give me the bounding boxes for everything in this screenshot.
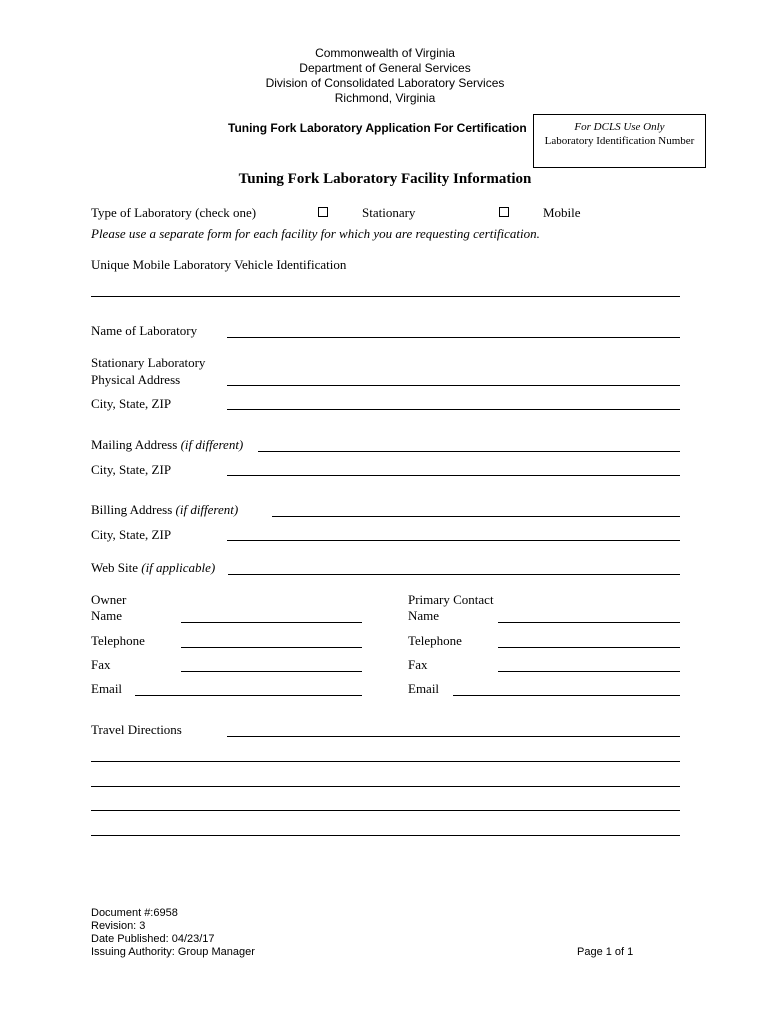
owner-name-field[interactable] — [181, 622, 362, 623]
web-site-text: Web Site — [91, 560, 138, 575]
mobile-option-label: Mobile — [543, 205, 581, 220]
web-site-if-applicable: (if applicable) — [141, 560, 216, 575]
page-number: Page 1 of 1 — [577, 946, 634, 958]
mailing-address-field[interactable] — [258, 451, 680, 452]
owner-fax-field[interactable] — [181, 671, 362, 672]
contact-email-field[interactable] — [453, 695, 680, 696]
mailing-city-state-zip-field[interactable] — [227, 475, 680, 476]
billing-if-different: (if different) — [175, 502, 239, 517]
primary-contact-label: Primary Contact — [408, 592, 494, 607]
contact-name-field[interactable] — [498, 622, 680, 623]
travel-directions-field-line5[interactable] — [91, 835, 680, 836]
physical-address-field[interactable] — [227, 385, 680, 386]
contact-fax-label: Fax — [408, 657, 428, 672]
travel-directions-field-line4[interactable] — [91, 810, 680, 811]
contact-telephone-label: Telephone — [408, 633, 462, 648]
billing-address-label — [91, 502, 238, 518]
agency-header — [0, 46, 770, 106]
stationary-label-line2: Physical Address — [91, 372, 181, 387]
contact-telephone-field[interactable] — [498, 647, 680, 648]
mailing-if-different: (if different) — [180, 437, 244, 452]
billing-city-state-zip-field[interactable] — [227, 540, 680, 541]
billing-address-text: Billing Address — [91, 502, 173, 517]
header-line-1: Commonwealth of Virginia — [315, 46, 455, 60]
mailing-city-state-zip-label: City, State, ZIP — [91, 462, 172, 477]
mobile-vehicle-id-label: Unique Mobile Laboratory Vehicle Identification — [91, 257, 347, 272]
owner-fax-label: Fax — [91, 657, 111, 672]
header-line-2: Department of General Services — [299, 61, 471, 75]
web-site-field[interactable] — [228, 574, 680, 575]
dcls-box-heading: For DCLS Use Only — [574, 121, 665, 133]
travel-directions-field-line3[interactable] — [91, 786, 680, 787]
document-footer — [91, 907, 255, 959]
mailing-address-label — [91, 437, 243, 453]
physical-city-state-zip-field[interactable] — [227, 409, 680, 410]
document-number: Document #:6958 — [91, 907, 178, 919]
lab-name-field[interactable] — [227, 337, 680, 338]
owner-label: Owner — [91, 592, 127, 607]
owner-email-label: Email — [91, 681, 123, 696]
stationary-option-label: Stationary — [362, 205, 416, 220]
billing-city-state-zip-label: City, State, ZIP — [91, 527, 172, 542]
dcls-box-label: Laboratory Identification Number — [544, 135, 695, 147]
contact-name-label: Name — [408, 608, 440, 623]
header-line-4: Richmond, Virginia — [334, 91, 436, 105]
contact-fax-field[interactable] — [498, 671, 680, 672]
physical-city-state-zip-label: City, State, ZIP — [91, 396, 172, 411]
travel-directions-field-line2[interactable] — [91, 761, 680, 762]
mailing-address-text: Mailing Address — [91, 437, 178, 452]
separate-form-instruction: Please use a separate form for each facility for which you are requesting certification. — [91, 226, 540, 241]
web-site-label — [91, 560, 215, 576]
mobile-checkbox[interactable] — [499, 207, 509, 217]
lab-name-label: Name of Laboratory — [91, 323, 198, 338]
stationary-checkbox[interactable] — [318, 207, 328, 217]
date-published: Date Published: 04/23/17 — [91, 933, 215, 945]
application-title: Tuning Fork Laboratory Application For Certification — [228, 121, 527, 135]
owner-telephone-label: Telephone — [91, 633, 145, 648]
header-line-3: Division of Consolidated Laboratory Services — [265, 76, 505, 90]
stationary-label-line1: Stationary Laboratory — [91, 355, 206, 370]
billing-address-field[interactable] — [272, 516, 680, 517]
section-title: Tuning Fork Laboratory Facility Information — [238, 171, 532, 187]
dcls-use-only-box — [533, 114, 706, 168]
owner-telephone-field[interactable] — [181, 647, 362, 648]
revision-number: Revision: 3 — [91, 920, 146, 932]
owner-email-field[interactable] — [135, 695, 362, 696]
travel-directions-field-line1[interactable] — [227, 736, 680, 737]
contact-email-label: Email — [408, 681, 440, 696]
lab-type-label: Type of Laboratory (check one) — [91, 205, 257, 220]
mobile-vehicle-id-field[interactable] — [91, 296, 680, 297]
owner-name-label: Name — [91, 608, 123, 623]
issuing-authority: Issuing Authority: Group Manager — [91, 946, 255, 958]
travel-directions-label: Travel Directions — [91, 722, 182, 737]
